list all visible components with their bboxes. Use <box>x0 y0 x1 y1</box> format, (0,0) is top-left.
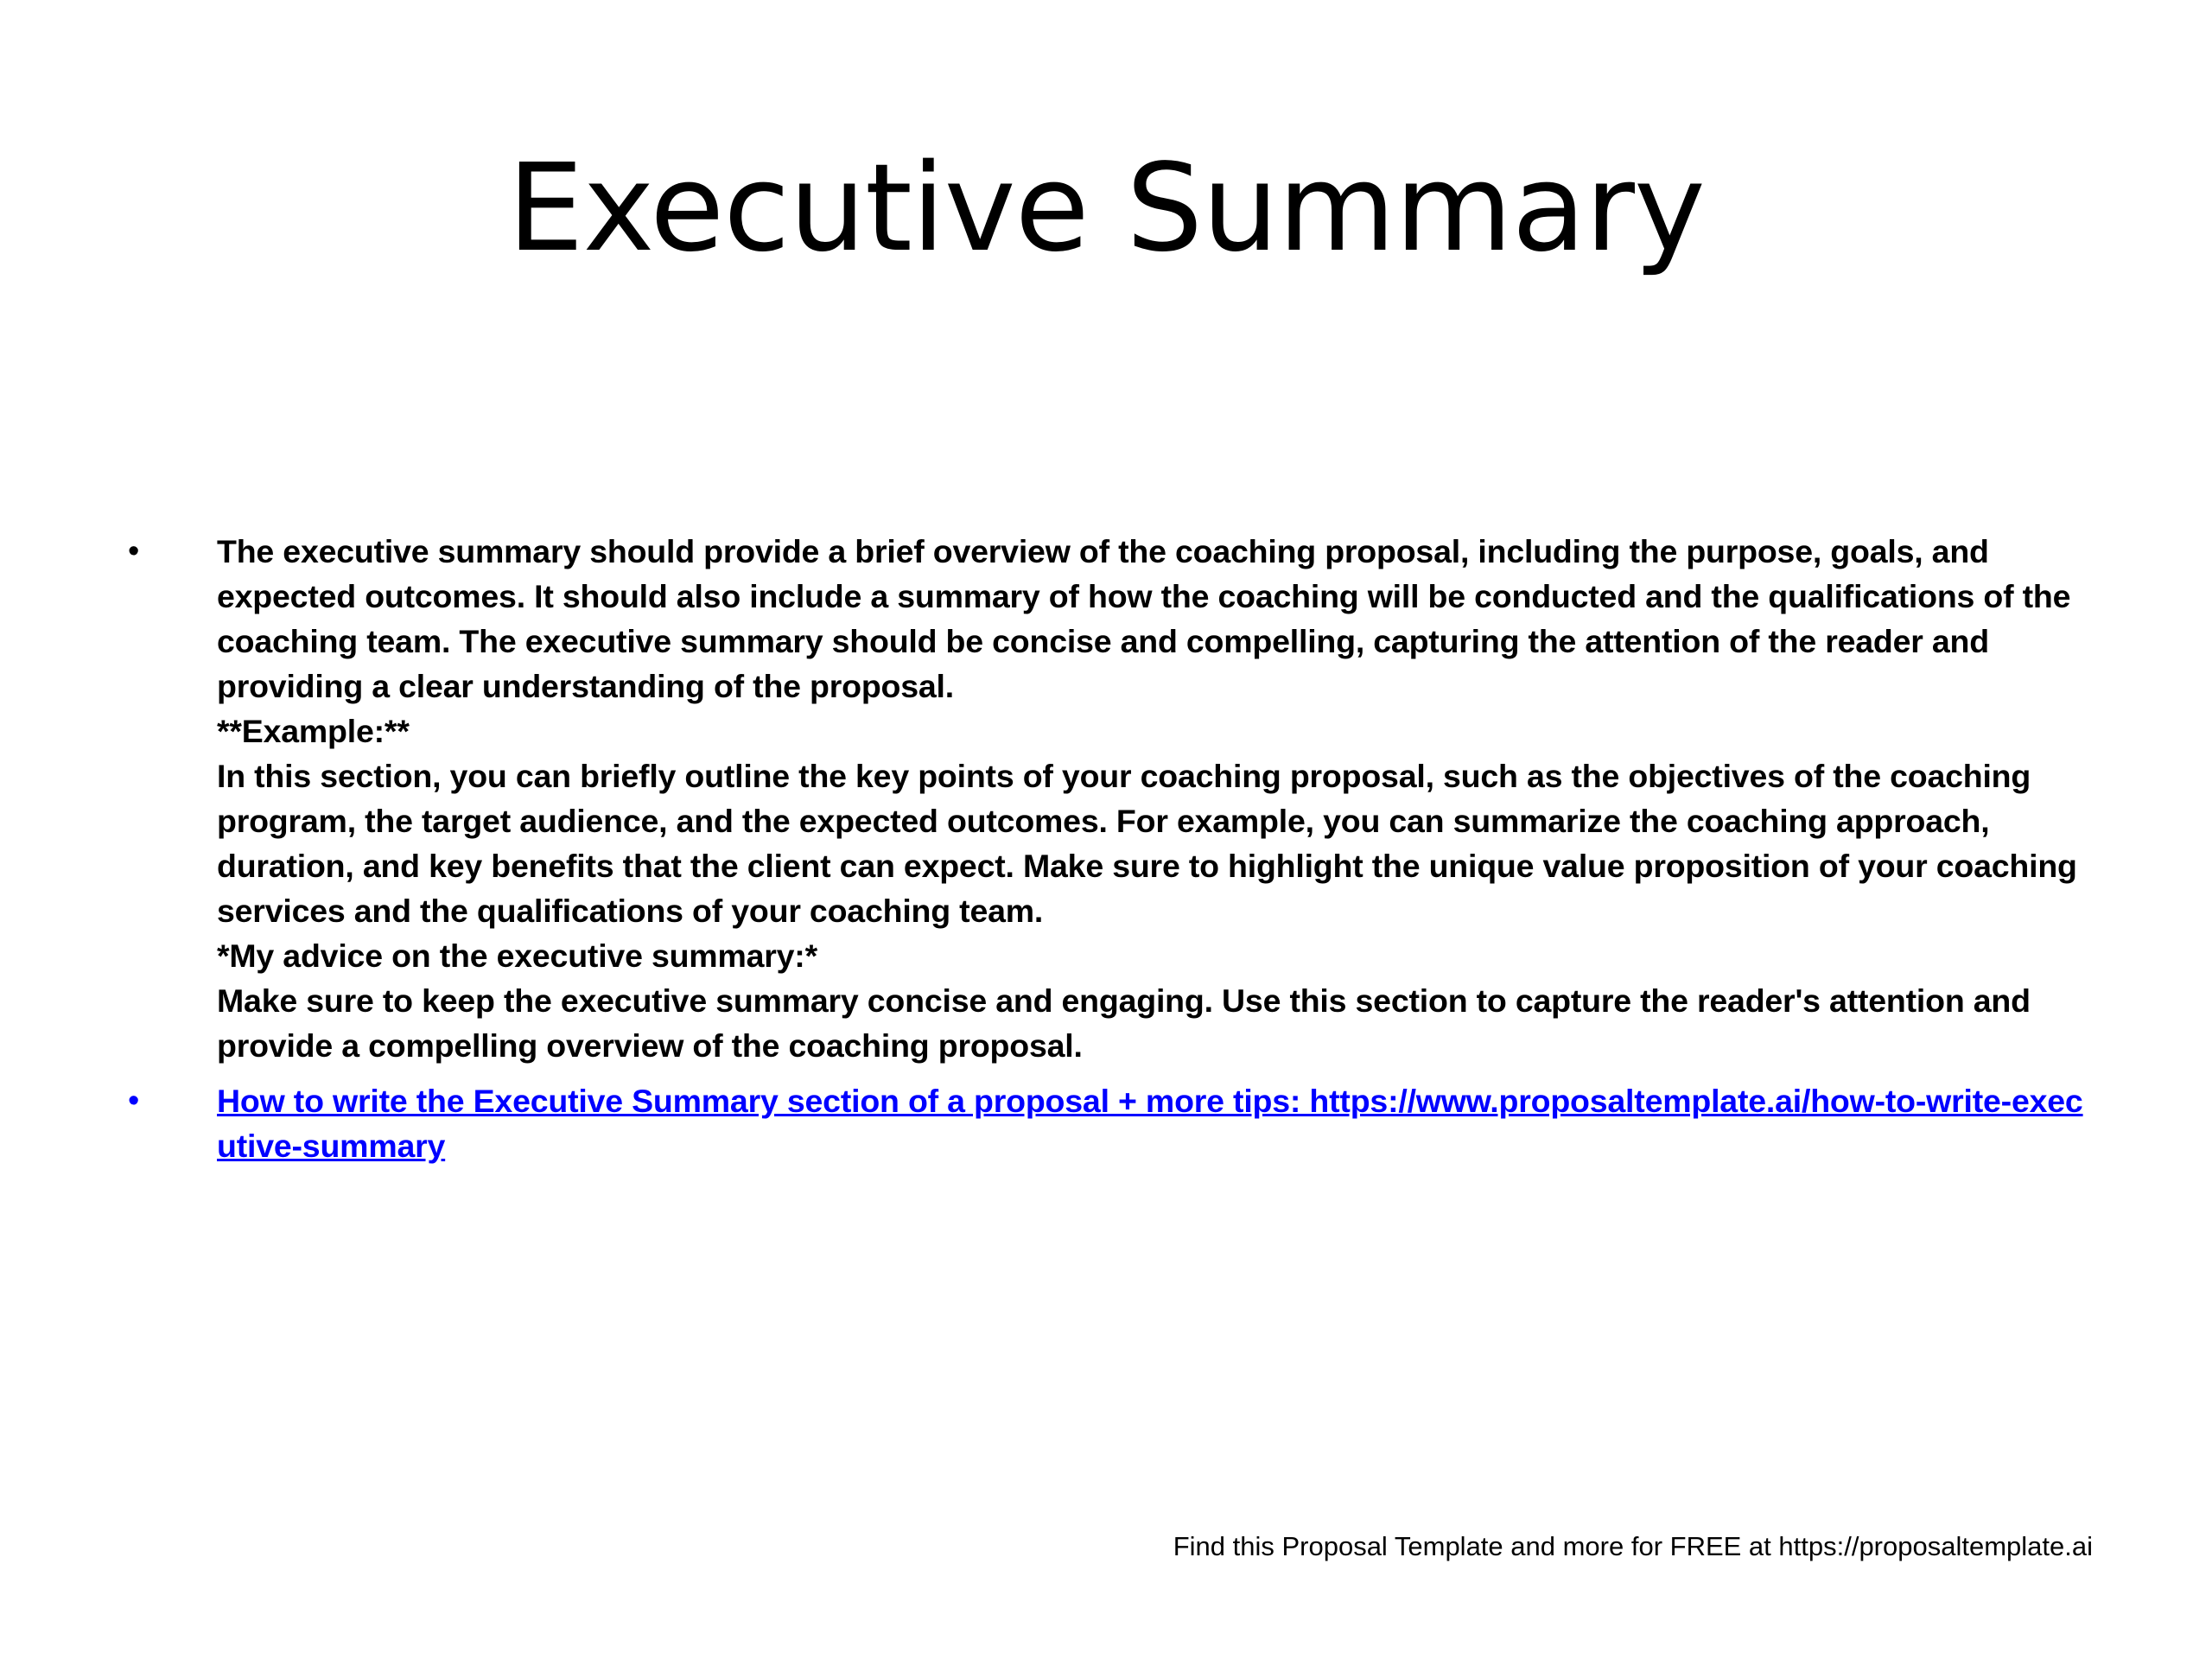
slide-title: Executive Summary <box>507 138 1705 279</box>
footer-text: Find this Proposal Template and more for FREE at https://proposaltemplate.ai <box>1173 1531 2093 1561</box>
bullet-item-link <box>128 1078 2098 1168</box>
example-heading: **Example:** <box>217 713 410 749</box>
bullet-dot-icon: • <box>128 1083 140 1119</box>
bullet-body <box>217 529 2098 1068</box>
bullet-body <box>217 1078 2098 1168</box>
intro-paragraph: The executive summary should provide a brief overview of the coaching proposal, including the purpose, goals, and expected outcomes. It should also include a summary of how the coaching will be conducted and the qualifications of the coaching team. The executive summary should be concise and compelling, capturing the attention of the reader and providing a clear understanding of the proposal. <box>217 533 2071 704</box>
slide-content <box>128 529 2098 1179</box>
tips-link[interactable]: How to write the Executive Summary section of a proposal + more tips: https://www.proposaltemplate.ai/how-to-write-executive-summary <box>217 1083 2083 1164</box>
advice-paragraph: Make sure to keep the executive summary concise and engaging. Use this section to capture the reader's attention and provide a compelling overview of the coaching proposal. <box>217 982 2031 1064</box>
bullet-dot-icon: • <box>128 533 140 569</box>
example-paragraph: In this section, you can briefly outline the key points of your coaching proposal, such as the objectives of the coaching program, the target audience, and the expected outcomes. For example, you can summarize the coaching approach, duration, and key benefits that the client can expect. Make sure to highlight the unique value proposition of your coaching services and the qualifications of your coaching team. <box>217 758 2077 929</box>
bullet-item-description <box>128 529 2098 1068</box>
advice-heading: *My advice on the executive summary:* <box>217 938 817 974</box>
